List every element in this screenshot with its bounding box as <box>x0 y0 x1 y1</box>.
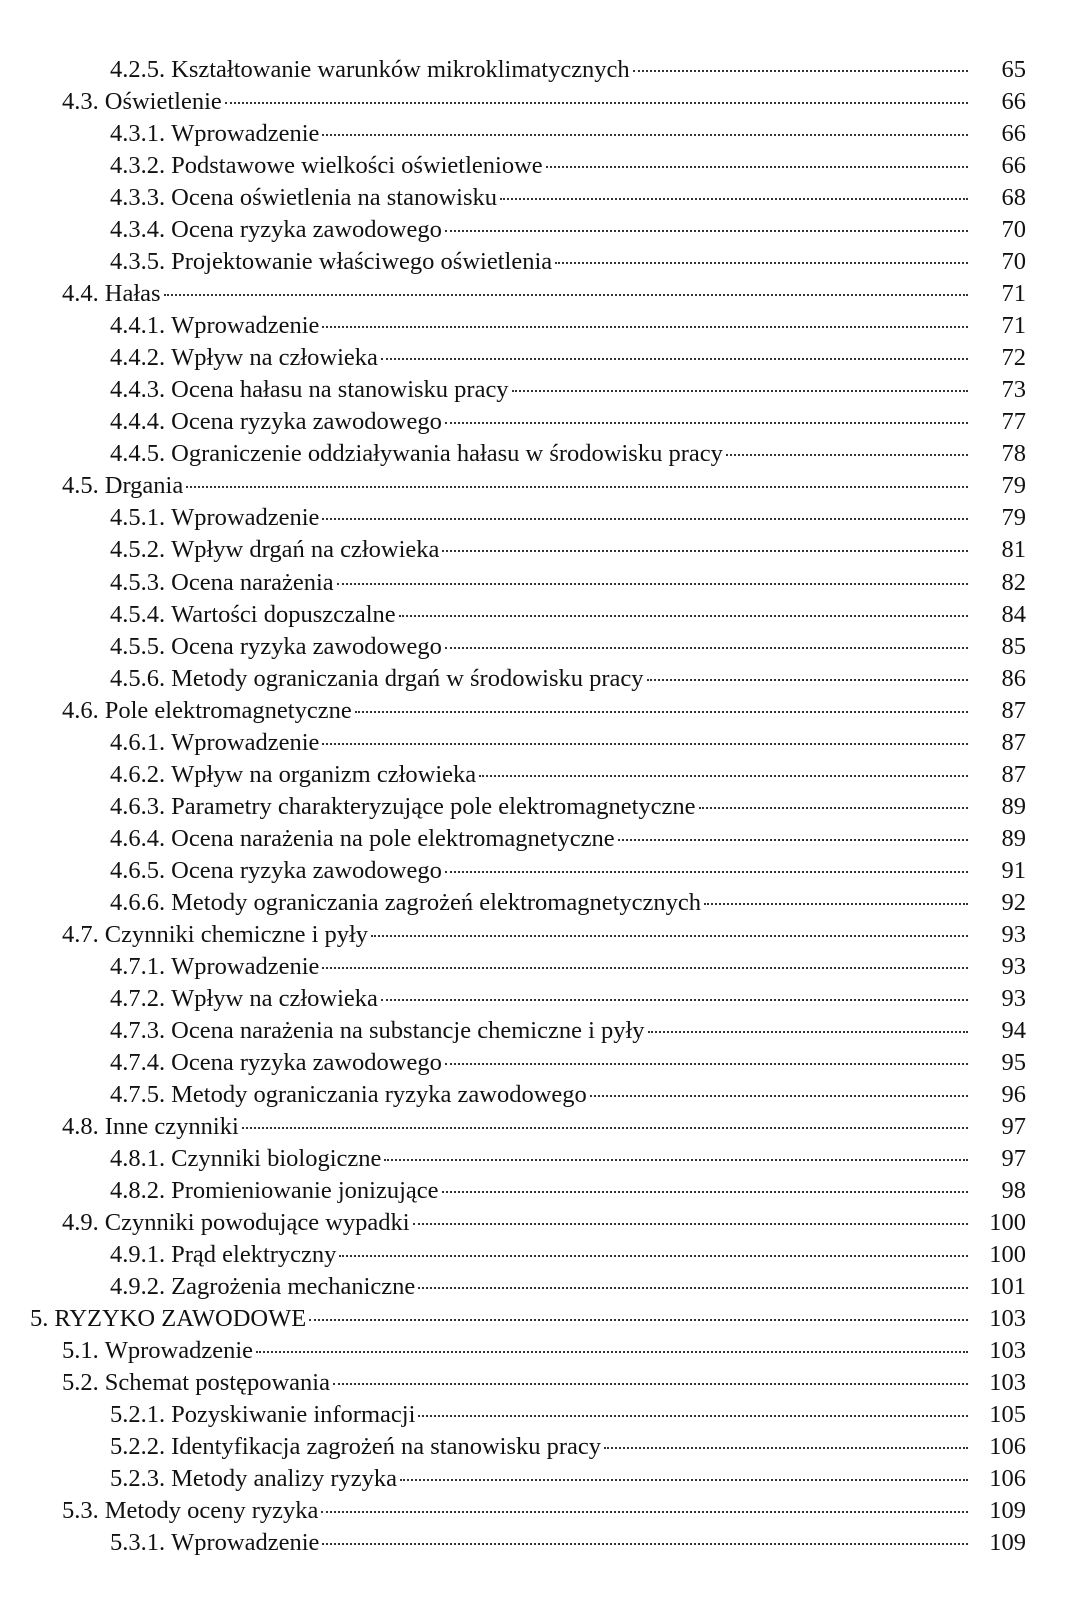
toc-entry-title: Wpływ na organizm człowieka <box>171 760 477 788</box>
toc-entry-number: 4.3.2. <box>110 152 166 180</box>
toc-entry-page: 103 <box>989 1305 1026 1333</box>
toc-entry-page: 103 <box>989 1337 1026 1365</box>
toc-entry <box>0 631 1078 663</box>
toc-entry-page: 71 <box>1001 280 1026 308</box>
toc-entry <box>0 1399 1078 1431</box>
toc-entry-page: 100 <box>989 1209 1026 1237</box>
dot-leader <box>322 967 968 969</box>
toc-entry <box>0 1015 1078 1047</box>
toc-entry <box>0 1303 1078 1335</box>
toc-entry-page: 82 <box>1001 568 1026 596</box>
toc-entry-title: Wprowadzenie <box>171 312 320 340</box>
dot-leader <box>225 102 968 104</box>
toc-entry <box>0 310 1078 342</box>
toc-entry-title: Ograniczenie oddziaływania hałasu w środowisku pracy <box>171 440 723 468</box>
toc-entry-number: 4.5.5. <box>110 632 166 660</box>
toc-entry-number: 4.9.2. <box>110 1273 166 1301</box>
toc-entry-page: 77 <box>1001 408 1026 436</box>
dot-leader <box>400 1479 968 1481</box>
toc-entry <box>0 86 1078 118</box>
toc-entry-title: Wprowadzenie <box>171 952 320 980</box>
toc-entry-title: Wpływ na człowieka <box>171 344 378 372</box>
dot-leader <box>604 1447 968 1449</box>
toc-entry-title: Czynniki chemiczne i pyły <box>104 920 369 948</box>
toc-entry-title: Pozyskiwanie informacji <box>171 1401 416 1429</box>
toc-entry-title: Metody ograniczania zagrożeń elektromagnetycznych <box>171 888 702 916</box>
dot-leader <box>442 1191 969 1193</box>
toc-entry <box>0 727 1078 759</box>
toc-entry-page: 92 <box>1001 888 1026 916</box>
toc-entry-number: 5.2.1. <box>110 1401 166 1429</box>
toc-entry-number: 5.2.3. <box>110 1465 166 1493</box>
toc-entry-title: Ocena ryzyka zawodowego <box>171 216 442 244</box>
toc-entry <box>0 599 1078 631</box>
toc-entry-page: 93 <box>1001 984 1026 1012</box>
toc-entry-number: 4.3.1. <box>110 120 166 148</box>
dot-leader <box>479 775 968 777</box>
toc-entry-page: 91 <box>1001 856 1026 884</box>
dot-leader <box>322 518 968 520</box>
dot-leader <box>242 1127 968 1129</box>
toc-entry <box>0 502 1078 534</box>
toc-entry-number: 4.8.2. <box>110 1177 166 1205</box>
dot-leader <box>633 70 968 72</box>
toc-entry-title: Ocena ryzyka zawodowego <box>171 632 442 660</box>
dot-leader <box>322 134 968 136</box>
toc-entry-page: 96 <box>1001 1081 1026 1108</box>
toc-entry-title: Podstawowe wielkości oświetleniowe <box>171 152 543 180</box>
toc-entry-page: 105 <box>989 1401 1026 1429</box>
toc-entry-page: 73 <box>1001 376 1026 404</box>
toc-entry-number: 4.3. <box>62 88 99 116</box>
toc-entry-title: Metody ograniczania ryzyka zawodowego <box>171 1081 587 1108</box>
toc-entry-number: 4.7.3. <box>110 1016 166 1044</box>
toc-entry-page: 70 <box>1001 248 1026 276</box>
toc-entry-title: Wprowadzenie <box>171 728 320 756</box>
toc-entry-page: 79 <box>1001 504 1026 532</box>
toc-entry-page: 97 <box>1001 1113 1026 1141</box>
dot-leader <box>322 743 968 745</box>
toc-entry <box>0 1527 1078 1559</box>
toc-entry <box>0 1239 1078 1271</box>
dot-leader <box>648 1031 968 1033</box>
dot-leader <box>555 262 968 264</box>
toc-entry <box>0 150 1078 182</box>
toc-entry <box>0 1047 1078 1079</box>
dot-leader <box>337 583 968 585</box>
toc-entry-title: Parametry charakteryzujące pole elektromagnetyczne <box>171 792 696 820</box>
toc-entry-number: 4.3.5. <box>110 248 166 276</box>
toc-entry-number: 4.6.5. <box>110 856 166 884</box>
toc-entry-title: Kształtowanie warunków mikroklimatycznych <box>171 56 630 83</box>
toc-entry <box>0 374 1078 406</box>
toc-entry <box>0 983 1078 1015</box>
toc-entry <box>0 1111 1078 1143</box>
toc-entry <box>0 54 1078 86</box>
toc-entry-title: Oświetlenie <box>104 88 222 116</box>
toc-entry-page: 87 <box>1001 728 1026 756</box>
toc-entry-page: 81 <box>1001 536 1026 564</box>
dot-leader <box>256 1351 968 1353</box>
dot-leader <box>445 422 968 424</box>
toc-entry-title: Ocena narażenia <box>171 568 334 596</box>
dot-leader <box>442 550 968 552</box>
toc-entry-page: 68 <box>1001 184 1026 212</box>
toc-entry-title: Ocena oświetlenia na stanowisku <box>171 184 498 212</box>
toc-entry-number: 4.7.5. <box>110 1081 166 1108</box>
toc-entry-title: Czynniki biologiczne <box>171 1145 382 1173</box>
dot-leader <box>546 166 968 168</box>
dot-leader <box>704 903 968 905</box>
toc-entry <box>0 1271 1078 1303</box>
toc-entry-number: 5.2. <box>62 1369 99 1397</box>
toc-entry-page: 93 <box>1001 920 1026 948</box>
toc-entry <box>0 118 1078 150</box>
toc-entry <box>0 1431 1078 1463</box>
toc-entry-title: Zagrożenia mechaniczne <box>171 1273 416 1301</box>
dot-leader <box>647 679 968 681</box>
toc-entry <box>0 695 1078 727</box>
toc-entry-number: 4.6.2. <box>110 760 166 788</box>
toc-entry <box>0 1175 1078 1207</box>
toc-entry-page: 95 <box>1001 1048 1026 1076</box>
toc-entry-page: 78 <box>1001 440 1026 468</box>
toc-entry-page: 72 <box>1001 344 1026 372</box>
toc-entry <box>0 182 1078 214</box>
toc-entry-title: Ocena ryzyka zawodowego <box>171 408 442 436</box>
dot-leader <box>590 1095 968 1097</box>
toc-entry-title: Metody analizy ryzyka <box>171 1465 397 1493</box>
dot-leader <box>333 1383 968 1385</box>
toc-entry-page: 106 <box>989 1465 1026 1493</box>
toc-entry <box>0 791 1078 823</box>
toc-entry-number: 4.5.4. <box>110 600 166 628</box>
toc-entry-page: 84 <box>1001 600 1026 628</box>
toc-entry-page: 103 <box>989 1369 1026 1397</box>
toc-entry <box>0 214 1078 246</box>
toc-entry-number: 4.4.1. <box>110 312 166 340</box>
toc-entry-number: 4.6. <box>62 696 99 724</box>
toc-entry-number: 4.5.6. <box>110 664 166 692</box>
toc-entry-page: 71 <box>1001 312 1026 340</box>
toc-entry <box>0 1207 1078 1239</box>
toc-entry-number: 5.2.2. <box>110 1433 166 1461</box>
toc-entry-number: 5.1. <box>62 1337 99 1365</box>
dot-leader <box>399 615 968 617</box>
toc-entry-number: 4.4.5. <box>110 440 166 468</box>
dot-leader <box>726 454 968 456</box>
toc-entry-number: 4.3.4. <box>110 216 166 244</box>
toc-entry-page: 94 <box>1001 1016 1026 1044</box>
dot-leader <box>371 935 968 937</box>
toc-entry-title: Projektowanie właściwego oświetlenia <box>171 248 553 276</box>
toc-entry-title: Inne czynniki <box>104 1113 239 1141</box>
toc-entry-page: 65 <box>1001 56 1026 83</box>
toc-entry <box>0 1335 1078 1367</box>
toc-entry-number: 4.6.4. <box>110 824 166 852</box>
toc-entry <box>0 406 1078 438</box>
toc-entry-number: 4.9. <box>62 1209 99 1237</box>
toc-entry-page: 66 <box>1001 120 1026 148</box>
toc-entry-title: Ocena hałasu na stanowisku pracy <box>171 376 509 404</box>
dot-leader <box>418 1287 968 1289</box>
toc-entry <box>0 342 1078 374</box>
toc-entry-page: 86 <box>1001 664 1026 692</box>
toc-entry-title: Wpływ na człowieka <box>171 984 378 1012</box>
toc-entry-number: 4.5.2. <box>110 536 166 564</box>
toc-entry <box>0 1495 1078 1527</box>
dot-leader <box>500 198 968 200</box>
toc-entry-number: 4.7.1. <box>110 952 166 980</box>
toc-entry-title: RYZYKO ZAWODOWE <box>54 1305 307 1333</box>
dot-leader <box>445 647 968 649</box>
toc-entry-page: 66 <box>1001 152 1026 180</box>
toc-entry-number: 4.7.2. <box>110 984 166 1012</box>
toc-entry <box>0 1079 1078 1111</box>
toc-entry <box>0 246 1078 278</box>
toc-entry-title: Wprowadzenie <box>171 1529 320 1557</box>
toc-entry-title: Wprowadzenie <box>104 1337 254 1365</box>
dot-leader <box>445 1063 968 1065</box>
dot-leader <box>512 390 968 392</box>
toc-entry-number: 4.4.3. <box>110 376 166 404</box>
toc-entry-page: 109 <box>989 1529 1026 1557</box>
toc-entry-page: 87 <box>1001 696 1026 724</box>
dot-leader <box>339 1255 968 1257</box>
toc-entry-title: Promieniowanie jonizujące <box>171 1177 439 1205</box>
toc-entry-number: 4.5. <box>62 472 99 500</box>
toc-entry-page: 106 <box>989 1433 1026 1461</box>
toc-entry-title: Ocena ryzyka zawodowego <box>171 1048 442 1076</box>
dot-leader <box>322 326 968 328</box>
toc-entry <box>0 759 1078 791</box>
toc-entry-number: 4.9.1. <box>110 1241 166 1269</box>
toc-entry-title: Pole elektromagnetyczne <box>104 696 352 724</box>
toc-entry-page: 89 <box>1001 824 1026 852</box>
toc-entry-number: 4.6.3. <box>110 792 166 820</box>
toc-entry-number: 4.8. <box>62 1113 99 1141</box>
toc-entry-title: Ocena ryzyka zawodowego <box>171 856 442 884</box>
toc-entry <box>0 823 1078 855</box>
dot-leader <box>381 358 968 360</box>
toc-entry-page: 87 <box>1001 760 1026 788</box>
toc-entry-number: 4.4. <box>62 280 99 308</box>
toc-entry-page: 66 <box>1001 88 1026 116</box>
toc-entry-number: 4.7.4. <box>110 1048 166 1076</box>
dot-leader <box>418 1415 968 1417</box>
dot-leader <box>186 486 968 488</box>
toc-entry <box>0 278 1078 310</box>
dot-leader <box>355 711 968 713</box>
table-of-contents <box>0 54 1078 1559</box>
toc-entry-title: Wprowadzenie <box>171 120 320 148</box>
toc-entry <box>0 951 1078 983</box>
toc-entry-page: 100 <box>989 1241 1026 1269</box>
toc-entry-title: Wprowadzenie <box>171 504 320 532</box>
toc-entry-page: 98 <box>1001 1177 1026 1205</box>
toc-entry-title: Ocena narażenia na substancje chemiczne i pyły <box>171 1016 645 1044</box>
toc-entry-page: 85 <box>1001 632 1026 660</box>
toc-entry-number: 5.3. <box>62 1497 99 1525</box>
toc-entry-number: 4.8.1. <box>110 1145 166 1173</box>
toc-entry-number: 4.4.4. <box>110 408 166 436</box>
toc-entry-title: Wartości dopuszczalne <box>171 600 396 628</box>
toc-entry-page: 79 <box>1001 472 1026 500</box>
toc-entry-title: Metody oceny ryzyka <box>104 1497 319 1525</box>
toc-entry <box>0 887 1078 919</box>
dot-leader <box>321 1511 968 1513</box>
dot-leader <box>413 1223 968 1225</box>
toc-entry-title: Drgania <box>104 472 184 500</box>
toc-entry-title: Ocena narażenia na pole elektromagnetyczne <box>171 824 615 852</box>
dot-leader <box>322 1543 968 1545</box>
toc-entry-number: 4.7. <box>62 920 99 948</box>
dot-leader <box>445 871 968 873</box>
toc-entry-number: 4.5.1. <box>110 504 166 532</box>
toc-entry-number: 4.2.5. <box>110 56 166 83</box>
toc-entry <box>0 855 1078 887</box>
toc-entry-page: 70 <box>1001 216 1026 244</box>
toc-entry-title: Wpływ drgań na człowieka <box>171 536 440 564</box>
toc-entry-number: 4.5.3. <box>110 568 166 596</box>
toc-entry-number: 4.6.6. <box>110 888 166 916</box>
dot-leader <box>309 1319 968 1321</box>
dot-leader <box>384 1159 968 1161</box>
toc-entry-title: Identyfikacja zagrożeń na stanowisku pracy <box>171 1433 602 1461</box>
toc-entry-page: 97 <box>1001 1145 1026 1173</box>
toc-entry-number: 4.4.2. <box>110 344 166 372</box>
toc-entry <box>0 438 1078 470</box>
dot-leader <box>164 294 968 296</box>
toc-entry <box>0 1143 1078 1175</box>
toc-entry-title: Hałas <box>104 280 161 308</box>
toc-entry-number: 4.3.3. <box>110 184 166 212</box>
toc-entry-page: 89 <box>1001 792 1026 820</box>
dot-leader <box>618 839 968 841</box>
toc-entry-title: Schemat postępowania <box>104 1369 330 1397</box>
toc-entry <box>0 534 1078 566</box>
toc-entry-page: 101 <box>989 1273 1026 1301</box>
toc-entry <box>0 919 1078 951</box>
toc-entry <box>0 1367 1078 1399</box>
dot-leader <box>445 230 968 232</box>
dot-leader <box>699 807 968 809</box>
toc-entry-title: Czynniki powodujące wypadki <box>104 1209 410 1237</box>
toc-entry-title: Prąd elektryczny <box>171 1241 337 1269</box>
toc-entry <box>0 663 1078 695</box>
toc-entry <box>0 470 1078 502</box>
toc-entry-number: 5.3.1. <box>110 1529 166 1557</box>
toc-entry <box>0 567 1078 599</box>
toc-entry-page: 109 <box>989 1497 1026 1525</box>
toc-entry-number: 4.6.1. <box>110 728 166 756</box>
dot-leader <box>381 999 968 1001</box>
toc-entry-number: 5. <box>30 1305 49 1333</box>
toc-entry-page: 93 <box>1001 952 1026 980</box>
toc-entry <box>0 1463 1078 1495</box>
toc-entry-title: Metody ograniczania drgań w środowisku pracy <box>171 664 644 692</box>
